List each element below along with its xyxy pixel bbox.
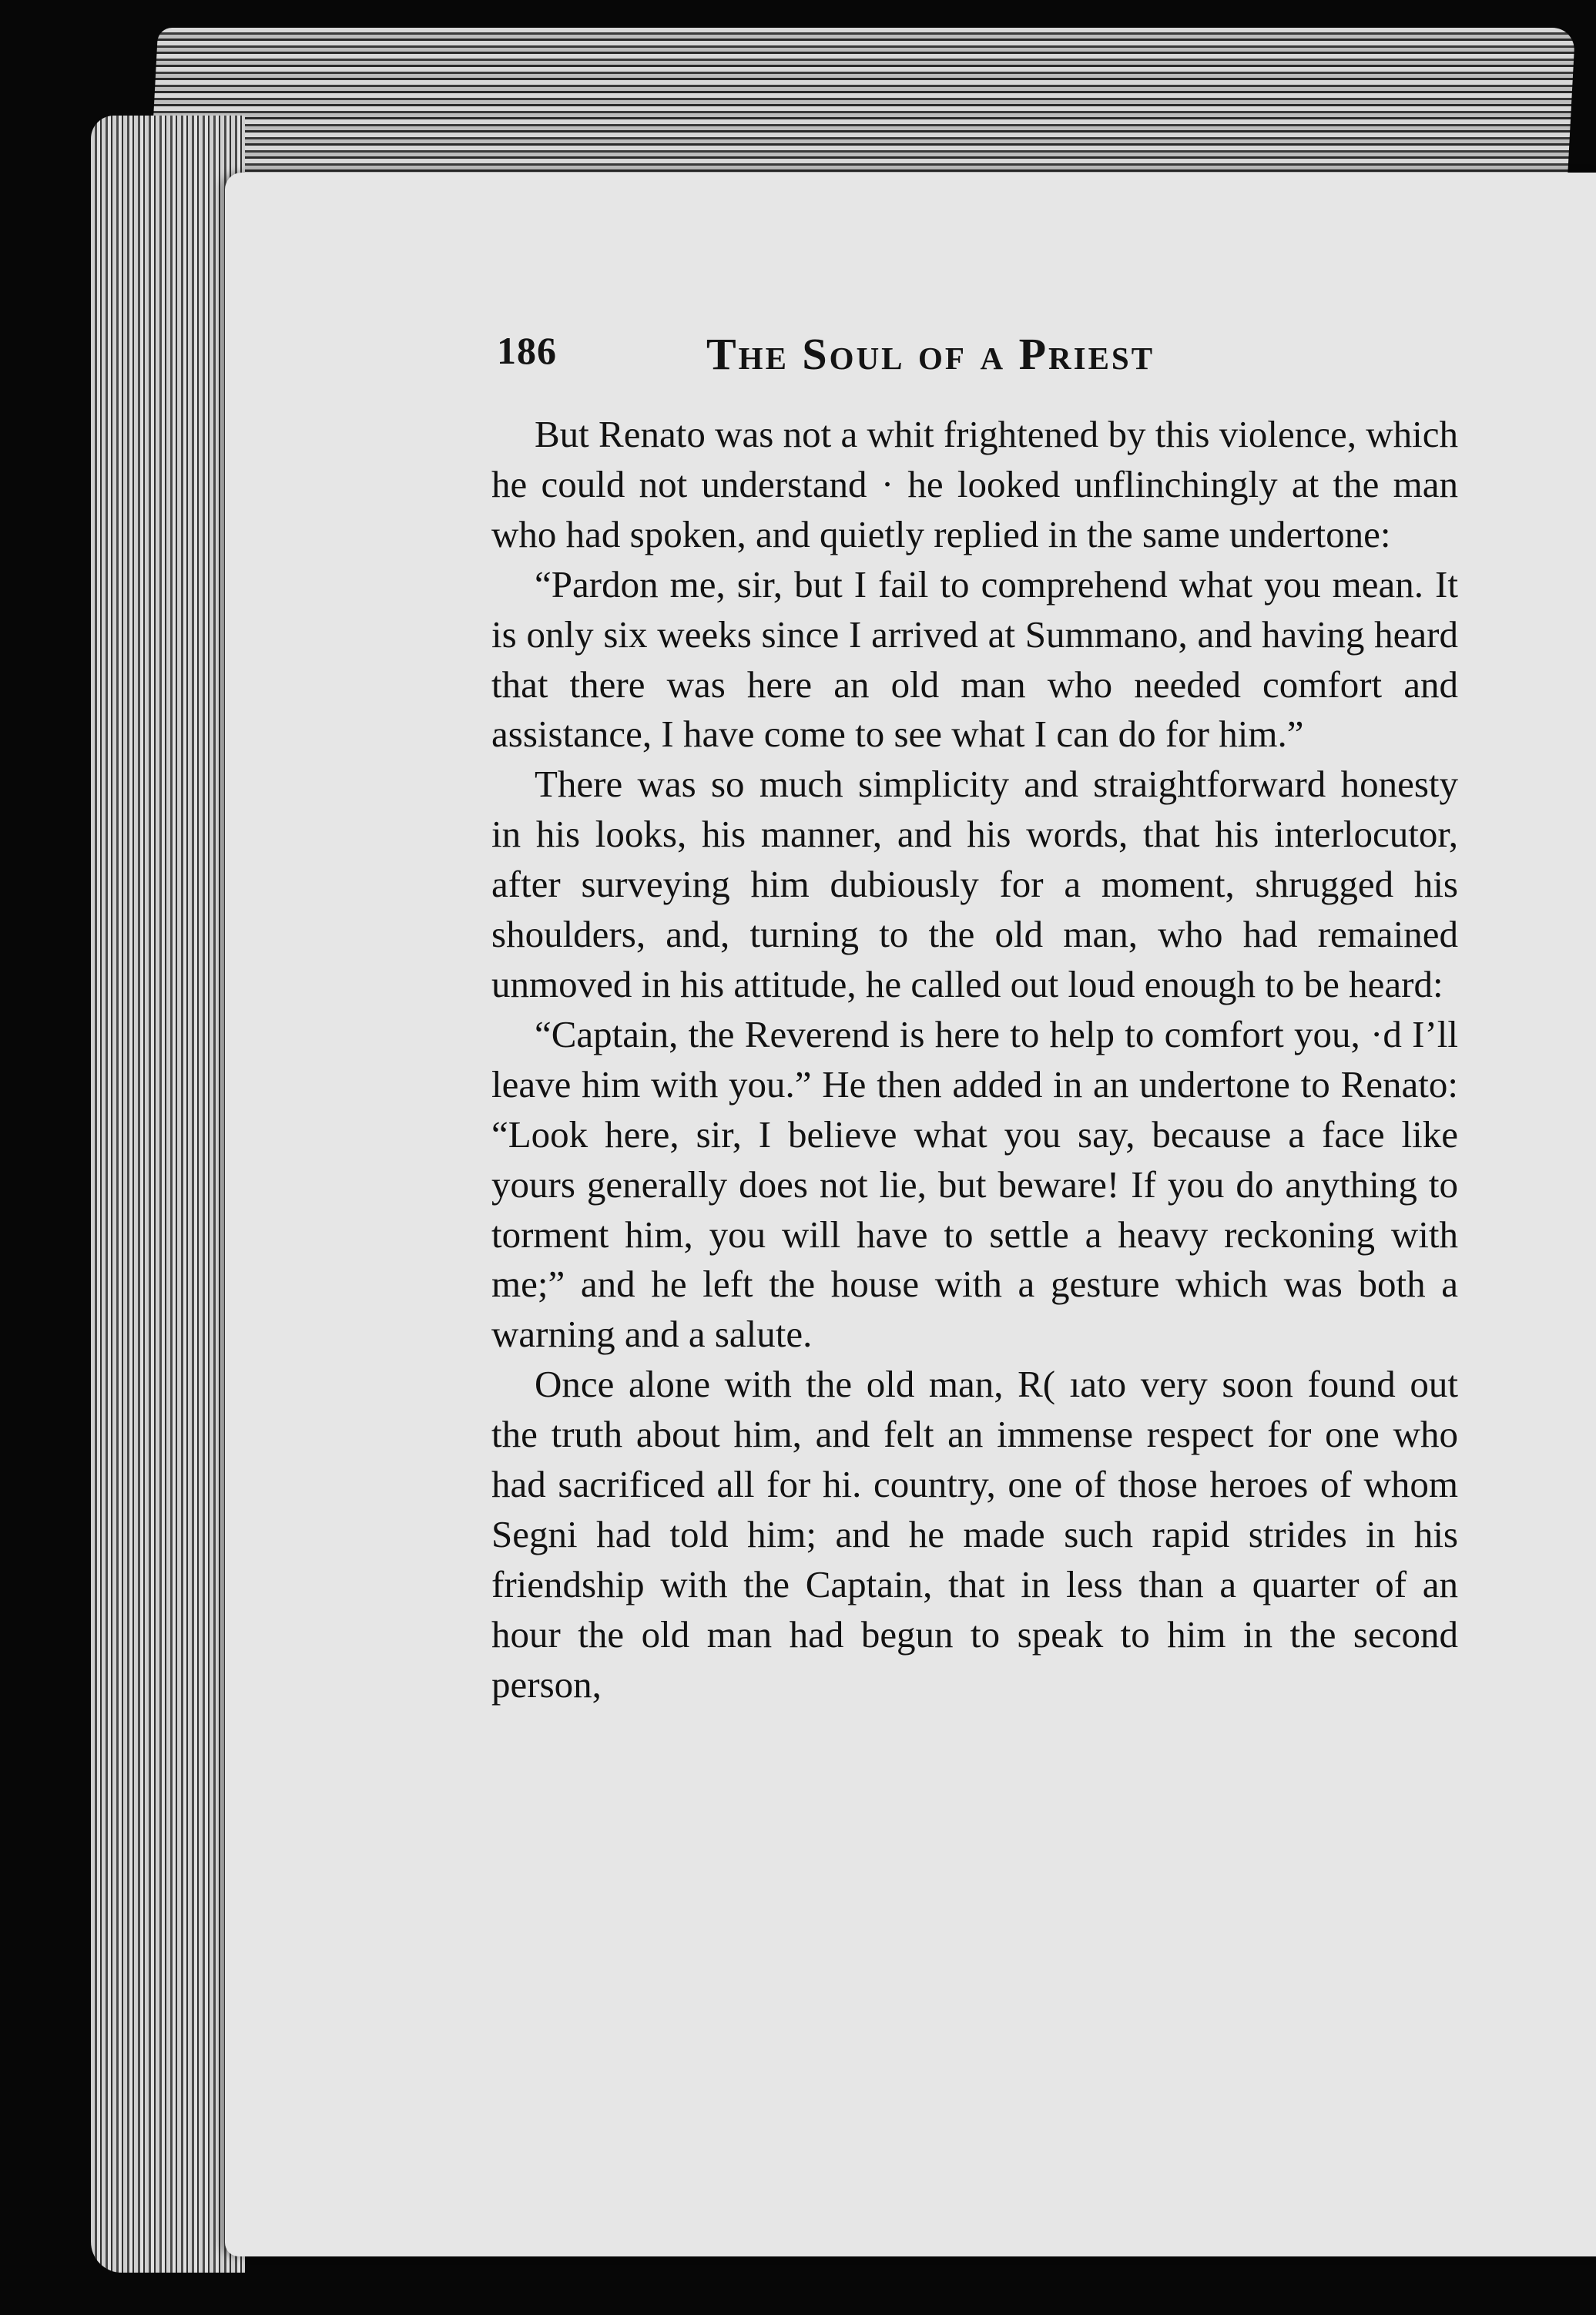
running-header [497, 328, 1460, 382]
paragraph: “Captain, the Reverend is here to help to comfort you, ·d I’ll leave him with you.” He then added in an undertone to Renato: “Look here, sir, I believe what you say, because a face like yours generally does not lie, but beware! If you do anything to torment him, you will have to settle a heavy reckoning with me;” and he left the house with a gesture which was both a warning and a salute. [491, 1012, 1458, 1356]
body-text [491, 410, 1458, 1710]
page-edges-top [150, 28, 1575, 182]
paragraph: There was so much simplicity and straightforward honesty in his looks, his manner, and his words, that his interlocutor, after surveying him dubiously for a moment, shrugged his shoulders, and, turning to the old man, who had remained unmoved in his attitude, he called out loud enough to be heard: [491, 763, 1458, 1005]
page-number: 186 [497, 329, 557, 372]
paragraph: Once alone with the old man, R( ıato very soon found out the truth about him, and felt an immense respect for one who had sacrificed all for hi. country, one of those heroes of whom Segni had told him; and he made such rapid strides in his friendship with the Captain, that in less than a quarter of an hour the old man had begun to speak to him in the second person, [491, 1363, 1458, 1706]
paragraph: “Pardon me, sir, but I fail to comprehend what you mean. It is only six weeks since I arrived at Summano, and having heard that there was here an old man who needed comfort and assistance, I have come to see what I can do for him.” [491, 562, 1458, 756]
running-title: The Soul of a Priest [706, 329, 1155, 379]
paragraph: But Renato was not a whit frightened by this violence, which he could not understand · he looked unflinchingly at the man who had spoken, and quietly replied in the same undertone: [491, 413, 1458, 555]
page-edges-left [91, 116, 245, 2273]
